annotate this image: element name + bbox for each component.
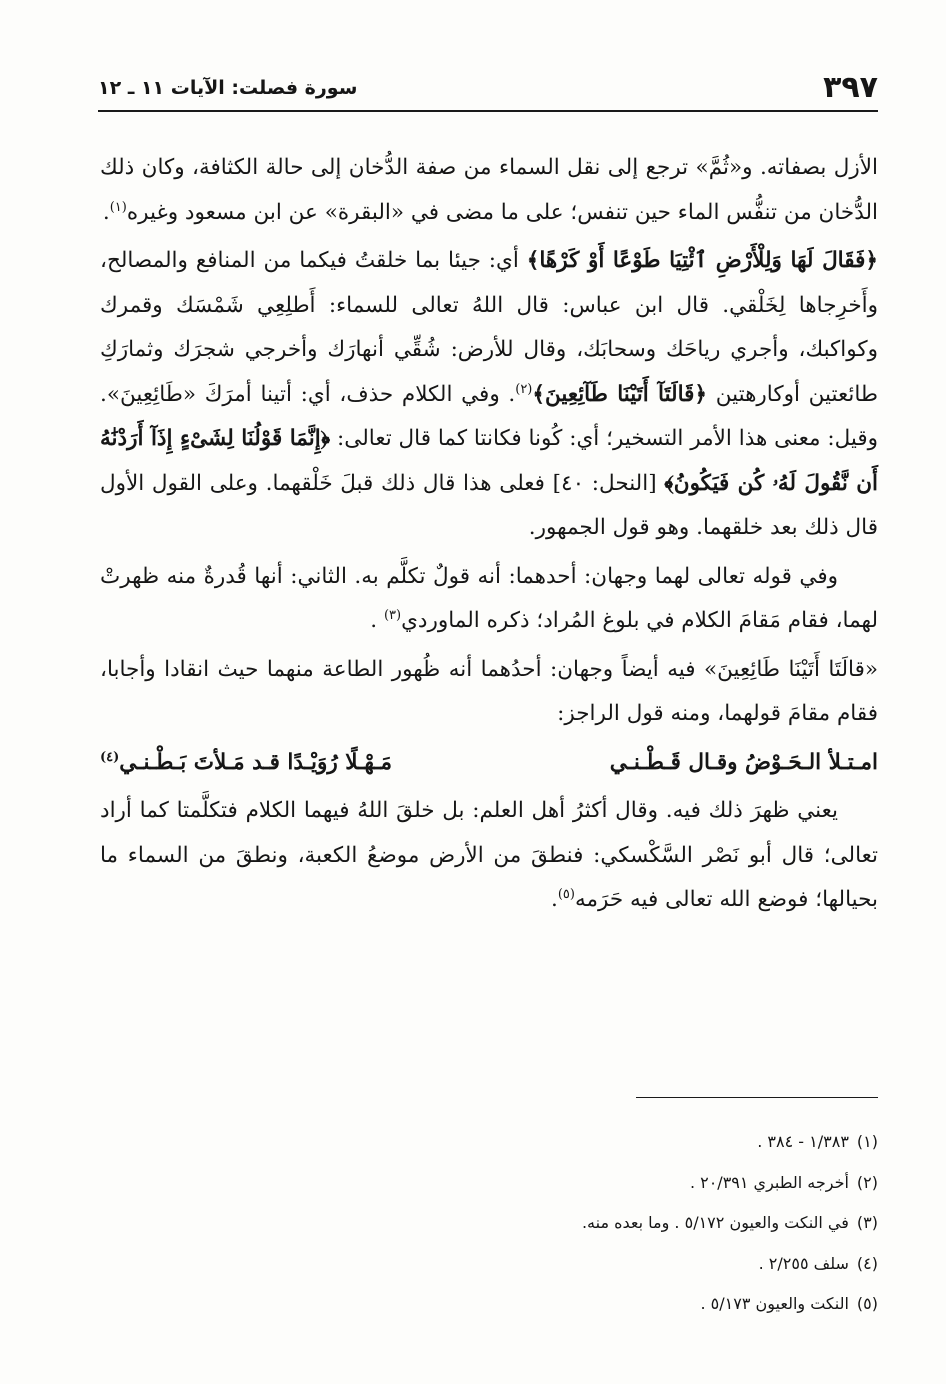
paragraph xyxy=(100,146,878,235)
footnote xyxy=(100,1284,878,1325)
footnote-text: أخرجه الطبري ٢٠/٣٩١ . xyxy=(689,1172,849,1192)
quran-verse: ﴿إِنَّمَا قَوْلُنَا لِشَىْءٍ إِذَآ أَرَدْنَٰهُ أَن نَّقُولَ لَهُۥ كُن فَيَكُونُ﴾ xyxy=(100,426,878,496)
main-text xyxy=(100,146,878,927)
verse-hemistich-text: مَـهْـلًا رُوَيْـدًا قـد مَـلأتَ بَـطْـنـي xyxy=(119,749,393,775)
footnote-marker: (٤) xyxy=(100,749,120,765)
footnote xyxy=(100,1163,878,1204)
footnote-marker: (٣) xyxy=(383,607,402,623)
paragraph-end: . xyxy=(370,608,384,633)
quran-verse: ﴿قَالَتَآ أَتَيْنَا طَآئِعِينَ﴾ xyxy=(532,381,708,407)
footnote-marker: (١) xyxy=(109,199,127,215)
paragraph-end: . xyxy=(102,199,110,225)
paragraph-text: يعني ظهرَ ذلك فيه. وقال أكثرُ أهل العلم: بل خلقَ اللهُ فيهما الكلام فتكلَّمتا كما أراد تعالى؛ قال أبو نَصْر السَّكْسكي: فنطقَ من الأرض موضعُ الكعبة، ونطقَ من السماء ما بحيالها؛ فوضع الله تعالى فيه حَرَمه xyxy=(100,798,879,912)
footnote-text: النكت والعيون ٥/١٧٣ . xyxy=(700,1294,849,1313)
footnote-text: ١/٣٨٣ - ٣٨٤ . xyxy=(757,1132,849,1151)
footnote-number: (٤) xyxy=(856,1253,878,1273)
paragraph-text: الأزل بصفاته. و«ثُمَّ» ترجع إلى نقل السماء من صفة الدُّخان إلى حالة الكثافة، وكان ذلك الدُّخان من تنفُّس الماء حين تنفس؛ على ما مضى في «البقرة» عن ابن مسعود وغيره xyxy=(100,155,878,225)
footnote xyxy=(100,1122,878,1163)
page-number: ٣٩٧ xyxy=(823,70,878,105)
quran-verse: ﴿فَقَالَ لَهَا وَلِلْأَرْضِ ٱئْتِيَا طَوْعًا أَوْ كَرْهًا﴾ xyxy=(526,248,878,273)
paragraph-text: أي: جيئا بما خلقتُ فيكما من المنافع والمصالح، وأَخرِجاها لِخَلْقي. قال ابن عباس: قال اللهُ تعالى للسماء: أَطلِعِي شَمْسَك وقمرك وكواكبك، وأجري رياحَك وسحابَك، وقال للأرض: شُقِّي أنهارَك وأخرجي شجرَك وثمارَكِ طائعتين أوكارهتين xyxy=(100,248,878,407)
footnote-marker: (٢) xyxy=(515,381,533,397)
paragraph xyxy=(100,789,878,923)
poetry-verse xyxy=(100,741,878,786)
running-title: سورة فصلت: الآيات ١١ ـ ١٢ xyxy=(98,77,358,99)
footnote xyxy=(100,1203,878,1244)
footnote-text: سلف ٢/٢٥٥ . xyxy=(758,1253,849,1273)
footnote-number: (٥) xyxy=(856,1294,878,1313)
page-header xyxy=(98,70,878,112)
footnote-number: (٣) xyxy=(856,1213,878,1232)
footnote-text: في النكت والعيون ٥/١٧٢ . وما بعده منه. xyxy=(581,1213,849,1232)
footnote-marker: (٥) xyxy=(557,886,575,902)
footnote xyxy=(100,1244,878,1285)
paragraph-text: [النحل: ٤٠] فعلى هذا قال ذلك قبلَ خَلْقهما. وعلى القول الأول قال ذلك بعد خلقهما. وهو قول الجمهور. xyxy=(100,470,878,540)
paragraph-end: . xyxy=(550,887,558,912)
paragraph-text: «قالَتَا أَتَيْنَا طَائِعِينَ» فيه أيضاً وجهان: أحدُهما أنه ظُهور الطاعة منهما حيث انقادا وأجابا، فقام مقامَ قولهما، ومنه قول الراجز: xyxy=(100,656,878,726)
paragraph xyxy=(100,239,878,551)
verse-hemistich: امـتـلأ الـحَـوْضُ وقـال قَـطْـنـي xyxy=(609,749,878,775)
footnotes xyxy=(100,1122,878,1325)
paragraph xyxy=(100,555,878,644)
paragraph-text: . وفي الكلام حذف، أي: أتينا أمرَكَ «طَائِعِينَ». وقيل: معنى هذا الأمر التسخير؛ أي: كُونا فكانتا كما قال تعالى: xyxy=(100,381,879,451)
verse-hemistich xyxy=(100,741,392,786)
paragraph-text: وفي قوله تعالى لهما وجهان: أحدهما: أنه قولٌ تكلَّم به. الثاني: أنها قُدرةٌ منه ظهرتْ لهما، فقام مَقامَ الكلام في بلوغ المُراد؛ ذكره الماوردي xyxy=(100,563,878,633)
footnote-separator xyxy=(636,1097,878,1098)
footnote-number: (١) xyxy=(856,1132,878,1151)
paragraph xyxy=(100,648,878,737)
footnote-number: (٢) xyxy=(856,1172,878,1192)
